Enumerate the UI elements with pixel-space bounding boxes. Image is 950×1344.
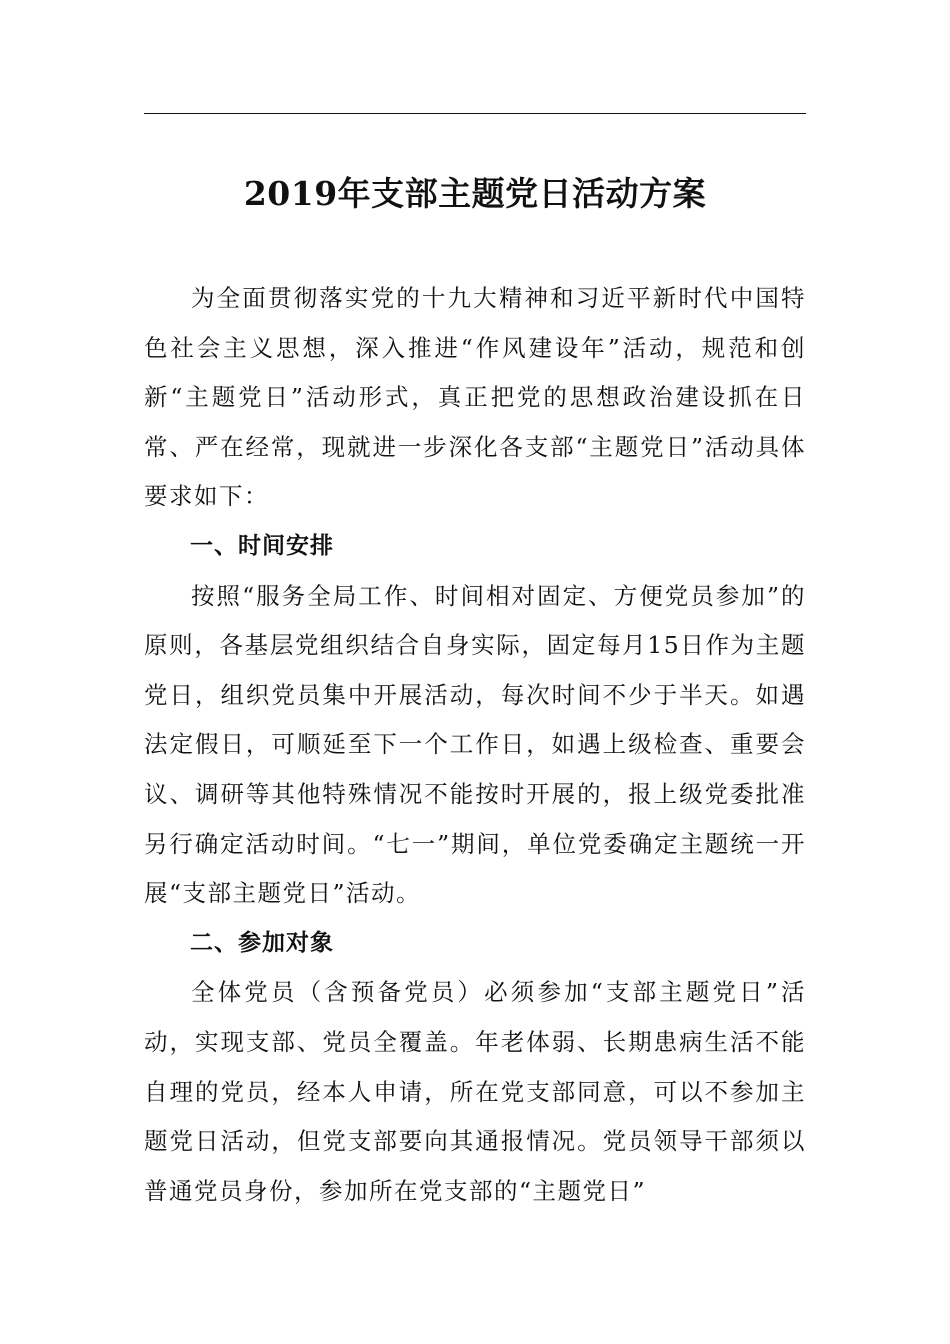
section-paragraph-schedule: 按照“服务全局工作、时间相对固定、方便党员参加”的原则，各基层党组织结合自身实际，固定每月15日作为主题党日，组织党员集中开展活动，每次时间不少于半天。如遇法定假日，可顺延至下一个工作日，如遇上级检查、重要会议、调研等其他特殊情况不能按时开展的，报上级党委批准另行确定活动时间。“七一”期间，单位党委确定主题统一开展“支部主题党日”活动。: [144, 581, 806, 908]
section-heading-participants: 二、参加对象: [190, 929, 334, 956]
intro-paragraph: 为全面贯彻落实党的十九大精神和习近平新时代中国特色社会主义思想，深入推进“作风建设年”活动，规范和创新“主题党日”活动形式，真正把党的思想政治建设抓在日常、严在经常，现就进一步深化各支部“主题党日”活动具体要求如下：: [144, 284, 806, 511]
section-heading-schedule: 一、时间安排: [190, 532, 334, 559]
section-paragraph-participants: 全体党员（含预备党员）必须参加“支部主题党日”活动，实现支部、党员全覆盖。年老体弱、长期患病生活不能自理的党员，经本人申请，所在党支部同意，可以不参加主题党日活动，但党支部要向其通报情况。党员领导干部须以普通党员身份，参加所在党支部的“主题党日”: [144, 978, 806, 1205]
document-title: 2019年支部主题党日活动方案: [243, 174, 707, 213]
document-body: [144, 274, 806, 1216]
header-rule: [144, 113, 806, 114]
